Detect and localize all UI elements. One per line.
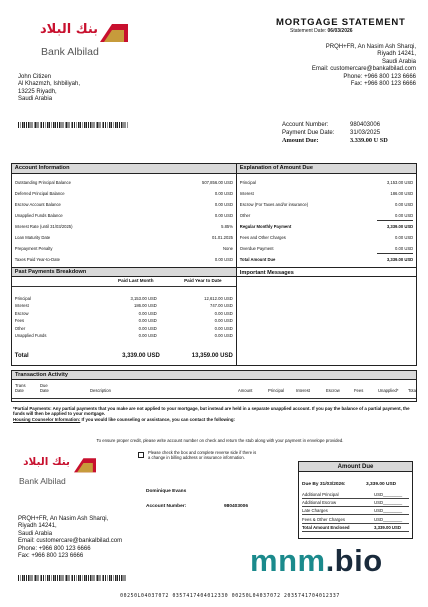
explanation-value: 3,339.00 USD <box>386 223 414 229</box>
past-payments-ytd: 0.00 USD <box>214 318 233 324</box>
coupon-bank-logo <box>18 452 98 488</box>
account-information-row <box>15 246 233 252</box>
coupon-amount-line <box>302 524 409 532</box>
bank-logo-emblem <box>98 16 130 44</box>
explanation-row <box>240 246 413 252</box>
coupon-amount-line-label: Additional Escrow <box>302 500 337 506</box>
explanation-label: Escrow (For Taxes and/or insurance) <box>239 201 309 207</box>
account-information-label: Deferred Principal Balance <box>14 190 65 196</box>
customer-address-line: 13225 Riyadh, <box>18 88 57 95</box>
coupon-amount-lines <box>302 491 409 535</box>
watermark-logo <box>250 545 383 577</box>
watermark-text: mnm.bio <box>250 543 383 578</box>
amount-due-value: 3.339.00 U SD <box>350 137 388 145</box>
past-payments-header: Past Payments Breakdown <box>12 268 236 277</box>
past-payments-row <box>15 318 233 324</box>
account-information-label: Unapplied Funds Balance <box>14 212 63 218</box>
account-information-row <box>15 224 233 230</box>
account-information-row <box>15 235 233 241</box>
explanation-label: Interest <box>239 190 254 196</box>
past-payments-ytd: 747.00 USD <box>209 303 233 309</box>
coupon-amount-line-value: USD________ <box>374 508 403 514</box>
coupon-amount-line-value: USD________ <box>374 516 403 522</box>
explanation-value: 3,339.00 USD <box>386 256 414 262</box>
payment-due-label: Payment Due Date: <box>282 129 335 136</box>
transaction-activity-divider <box>12 398 416 399</box>
past-payments-row <box>15 296 233 302</box>
coupon-bank-address-line: Saudi Arabia <box>18 530 53 537</box>
past-payments-ytd: 0.00 USD <box>214 325 233 331</box>
past-payments-last-month: 3,153.00 USD <box>130 296 157 301</box>
explanation-value: 0.00 USD <box>395 245 414 251</box>
coupon-bank-address-line: PRQH+FR, An Nasim Ash Sharqi, <box>18 516 109 522</box>
explanation-value: 0.00 USD <box>395 212 414 218</box>
bank-address-line: Riyadh 14241, <box>377 51 416 58</box>
account-number-label: Account Number: <box>282 122 329 128</box>
account-information-value: 0.00 USD <box>214 201 233 207</box>
past-payments-section <box>12 267 236 365</box>
explanation-row <box>240 213 413 219</box>
account-information-value: 01.01.2025 <box>212 234 233 240</box>
coupon-amount-due-header: Amount Due <box>299 462 412 472</box>
coupon-amount-line <box>302 499 409 507</box>
past-payments-divider <box>12 286 236 287</box>
explanation-subtotal-rule <box>377 253 413 254</box>
past-payments-col-ytd: Paid Year to Date <box>184 278 222 283</box>
bank-address <box>250 44 416 88</box>
transaction-column-header: Total <box>408 388 417 393</box>
bank-logo <box>38 16 134 60</box>
coupon-due-by-row <box>302 482 409 487</box>
coupon-due-by-value: 3,339.00 USD <box>366 482 397 487</box>
transaction-column-header: Escrow <box>326 388 340 393</box>
past-payments-total-label: Total <box>14 353 29 359</box>
coupon-amount-line-label: Additional Principal <box>302 492 339 497</box>
explanation-section <box>237 164 416 267</box>
statement-date-value: 06/03/2026 <box>327 28 353 34</box>
coupon-account-label: Account Number: <box>146 504 187 509</box>
explanation-label: Other <box>239 212 251 218</box>
statement-date <box>290 28 353 34</box>
coupon-amount-line-value: 3,339.00 USD <box>374 524 401 530</box>
bank-address-line: PRQH+FR, An Nasim Ash Sharqi, <box>325 44 416 50</box>
explanation-row <box>240 191 413 197</box>
housing-counselor-label: Housing Counselor Information: <box>13 416 81 422</box>
coupon-amount-line <box>302 516 409 524</box>
past-payments-last-month: 0.00 USD <box>138 310 157 316</box>
customer-address-line: Saudi Arabia <box>18 96 53 103</box>
coupon-bank-logo-english: Bank Albilad <box>19 476 66 486</box>
past-payments-row <box>15 311 233 317</box>
bank-fax: Fax: +966 800 123 6666 <box>350 81 416 88</box>
account-information-label: Interest Rate (until 31/03/2025) <box>14 223 73 229</box>
explanation-row <box>240 257 413 263</box>
bank-address-line: Saudi Arabia <box>381 58 416 65</box>
important-messages-header: Important Messages <box>237 268 416 277</box>
coupon-postal-barcode <box>18 575 126 581</box>
account-information-row <box>15 191 233 197</box>
transaction-activity-header: Transaction Activity <box>12 371 416 380</box>
explanation-label: Overdue Payment <box>239 245 274 251</box>
explanation-value: 0.00 USD <box>395 201 414 207</box>
transaction-column-header: Unapplied* <box>378 388 399 393</box>
past-payments-label: Principal <box>14 296 31 301</box>
customer-name: John Citizen <box>18 74 52 80</box>
explanation-label: Fees and Other Charges <box>239 234 286 240</box>
past-payments-label: Unapplied Funds <box>14 333 47 338</box>
partial-payments-note: *Partial Payments: Any partial payments that you make are not applied to your mortgage, but instead are held in a separate unapplied account. If you pay the balance of a partial payment, the funds will then be applied to your mortgage. <box>13 406 410 417</box>
account-information-row <box>15 213 233 219</box>
past-payments-last-month: 0.00 USD <box>138 318 157 324</box>
coupon-customer-name: Dominique Evans <box>146 489 187 494</box>
past-payments-col-last-month: Paid Last Month <box>118 278 154 283</box>
customer-address-line: Al Khazmzh, Ishbiliyah, <box>18 81 81 88</box>
account-information-value: None <box>222 245 233 251</box>
coupon-amount-due-box <box>298 461 413 539</box>
explanation-value: 0.00 USD <box>395 234 414 240</box>
account-information-section <box>12 164 236 267</box>
explanation-value: 3,153.00 USD <box>386 179 414 185</box>
coupon-bank-phone: Phone: +966 800 123 6666 <box>18 545 91 552</box>
account-number-value: 980403006 <box>350 122 381 128</box>
account-information-label: Prepayment Penalty <box>14 245 53 251</box>
coupon-instruction: To ensure proper credit, please write account number on check and return the stub along with your payment in envelope provided. <box>96 438 344 443</box>
account-information-label: Escrow Account Balance <box>14 201 61 207</box>
explanation-label: Total Amount Due <box>239 256 276 262</box>
coupon-amount-line <box>302 507 409 515</box>
account-information-value: 507,856.00 USD <box>202 179 233 185</box>
past-payments-ytd: 0.00 USD <box>214 333 233 338</box>
past-payments-total-ytd: 13,359.00 USD <box>191 353 233 359</box>
explanation-label: Regular Monthly Payment <box>239 223 292 229</box>
account-information-value: 5.85% <box>221 223 233 229</box>
past-payments-row <box>15 303 233 309</box>
past-payments-total-row <box>15 352 233 361</box>
account-information-header: Account Information <box>12 164 236 174</box>
transaction-column-header: Trans Date <box>15 383 26 393</box>
account-information-row <box>15 180 233 186</box>
past-payments-label: Fees <box>14 318 25 324</box>
coupon-bank-logo-arabic: بنك البلاد <box>23 456 70 468</box>
customer-address <box>18 74 138 104</box>
account-summary <box>282 122 414 145</box>
past-payments-label: Interest <box>14 303 29 309</box>
account-information-rows <box>12 174 236 266</box>
notes <box>13 406 413 422</box>
bank-email: Email: customercare@bankalbilad.com <box>311 66 416 73</box>
transaction-activity-columns <box>12 383 416 397</box>
transaction-column-header: Interest <box>296 388 310 393</box>
coupon-account-value: 980403006 <box>224 504 249 509</box>
past-payments-last-month: 186.00 USD <box>133 303 157 309</box>
bank-logo-english: Bank Albilad <box>41 46 99 58</box>
coupon-amount-line-value: USD________ <box>374 492 403 497</box>
transaction-column-header: Description <box>90 388 111 393</box>
account-information-label: Outstanding Principal Balance <box>14 179 71 185</box>
address-change-checkbox[interactable] <box>138 452 144 458</box>
past-payments-ytd: 0.00 USD <box>214 310 233 316</box>
account-information-row <box>15 257 233 263</box>
explanation-label: Principal <box>239 179 256 185</box>
coupon-bank-address <box>18 516 168 560</box>
explanation-row <box>240 224 413 230</box>
transaction-column-header: Amount <box>238 388 253 393</box>
past-payments-row <box>15 333 233 339</box>
coupon-amount-line <box>302 491 409 499</box>
coupon-bank-fax: Fax: +966 800 123 6666 <box>18 553 84 560</box>
past-payments-row <box>15 326 233 332</box>
past-payments-rows <box>12 296 236 340</box>
coupon-account-row <box>146 504 276 509</box>
important-messages-section <box>237 267 416 365</box>
coupon-amount-line-label: Fees & Other Charges <box>302 516 345 522</box>
bank-logo-arabic: بنك البلاد <box>40 22 99 37</box>
transaction-activity-box <box>11 370 417 402</box>
past-payments-label: Other <box>14 325 26 331</box>
coupon-amount-line-label: Total Amount Enclosed <box>302 524 350 530</box>
statement-title: MORTGAGE STATEMENT <box>276 17 406 28</box>
past-payments-total-last: 3,339.00 USD <box>122 353 160 359</box>
explanation-row <box>240 235 413 241</box>
past-payments-last-month: 0.00 USD <box>138 333 157 338</box>
transaction-column-header: Principal <box>268 388 285 393</box>
housing-counselor-text: If you would like counseling or assistance, you can contact the following: <box>80 416 235 422</box>
transaction-column-header: Fees <box>354 388 364 393</box>
account-information-value: 0.00 USD <box>214 190 233 196</box>
explanation-row <box>240 180 413 186</box>
explanation-row <box>240 202 413 208</box>
explanation-rows <box>237 174 416 266</box>
amount-due-label: Amount Due: <box>282 137 319 145</box>
explanation-header: Explanation of Amount Due <box>237 164 416 174</box>
postal-barcode <box>18 122 128 128</box>
account-information-label: Taxes Paid Year-to-Date <box>14 256 60 262</box>
micr-line: 00250L04037072 0357417404012330 00250L04037072 2035741704012337 <box>120 594 340 599</box>
past-payments-label: Escrow <box>14 310 29 316</box>
past-payments-last-month: 0.00 USD <box>138 325 157 331</box>
coupon-due-by-label: Due By 31/03/2026: <box>302 482 346 487</box>
coupon-bank-email: Email: customercare@bankalbilad.com <box>18 538 123 545</box>
coupon-amount-line-label: Late Charges <box>302 508 328 514</box>
account-information-value: 0.00 USD <box>214 256 233 262</box>
account-information-value: 0.00 USD <box>214 212 233 218</box>
account-information-row <box>15 202 233 208</box>
explanation-subtotal-rule <box>377 220 413 221</box>
coupon-amount-line-value: USD________ <box>374 500 403 506</box>
coupon-bank-address-line: Riyadh 14241, <box>18 523 57 530</box>
account-information-label: Loan Maturity Date <box>14 234 51 240</box>
payment-due-value: 31/03/2025 <box>350 129 381 136</box>
explanation-value: 186.00 USD <box>390 190 414 196</box>
past-payments-ytd: 12,612.00 USD <box>204 296 233 301</box>
statement-date-label: Statement Date: <box>290 28 327 34</box>
transaction-column-header: Due Date <box>40 383 49 393</box>
coupon-bank-logo-emblem <box>72 452 98 474</box>
address-change-text: Please check the box and complete reverse side if there is a change in billing address or insurance information. <box>148 450 257 461</box>
bank-phone: Phone: +966 800 123 6666 <box>343 73 416 80</box>
